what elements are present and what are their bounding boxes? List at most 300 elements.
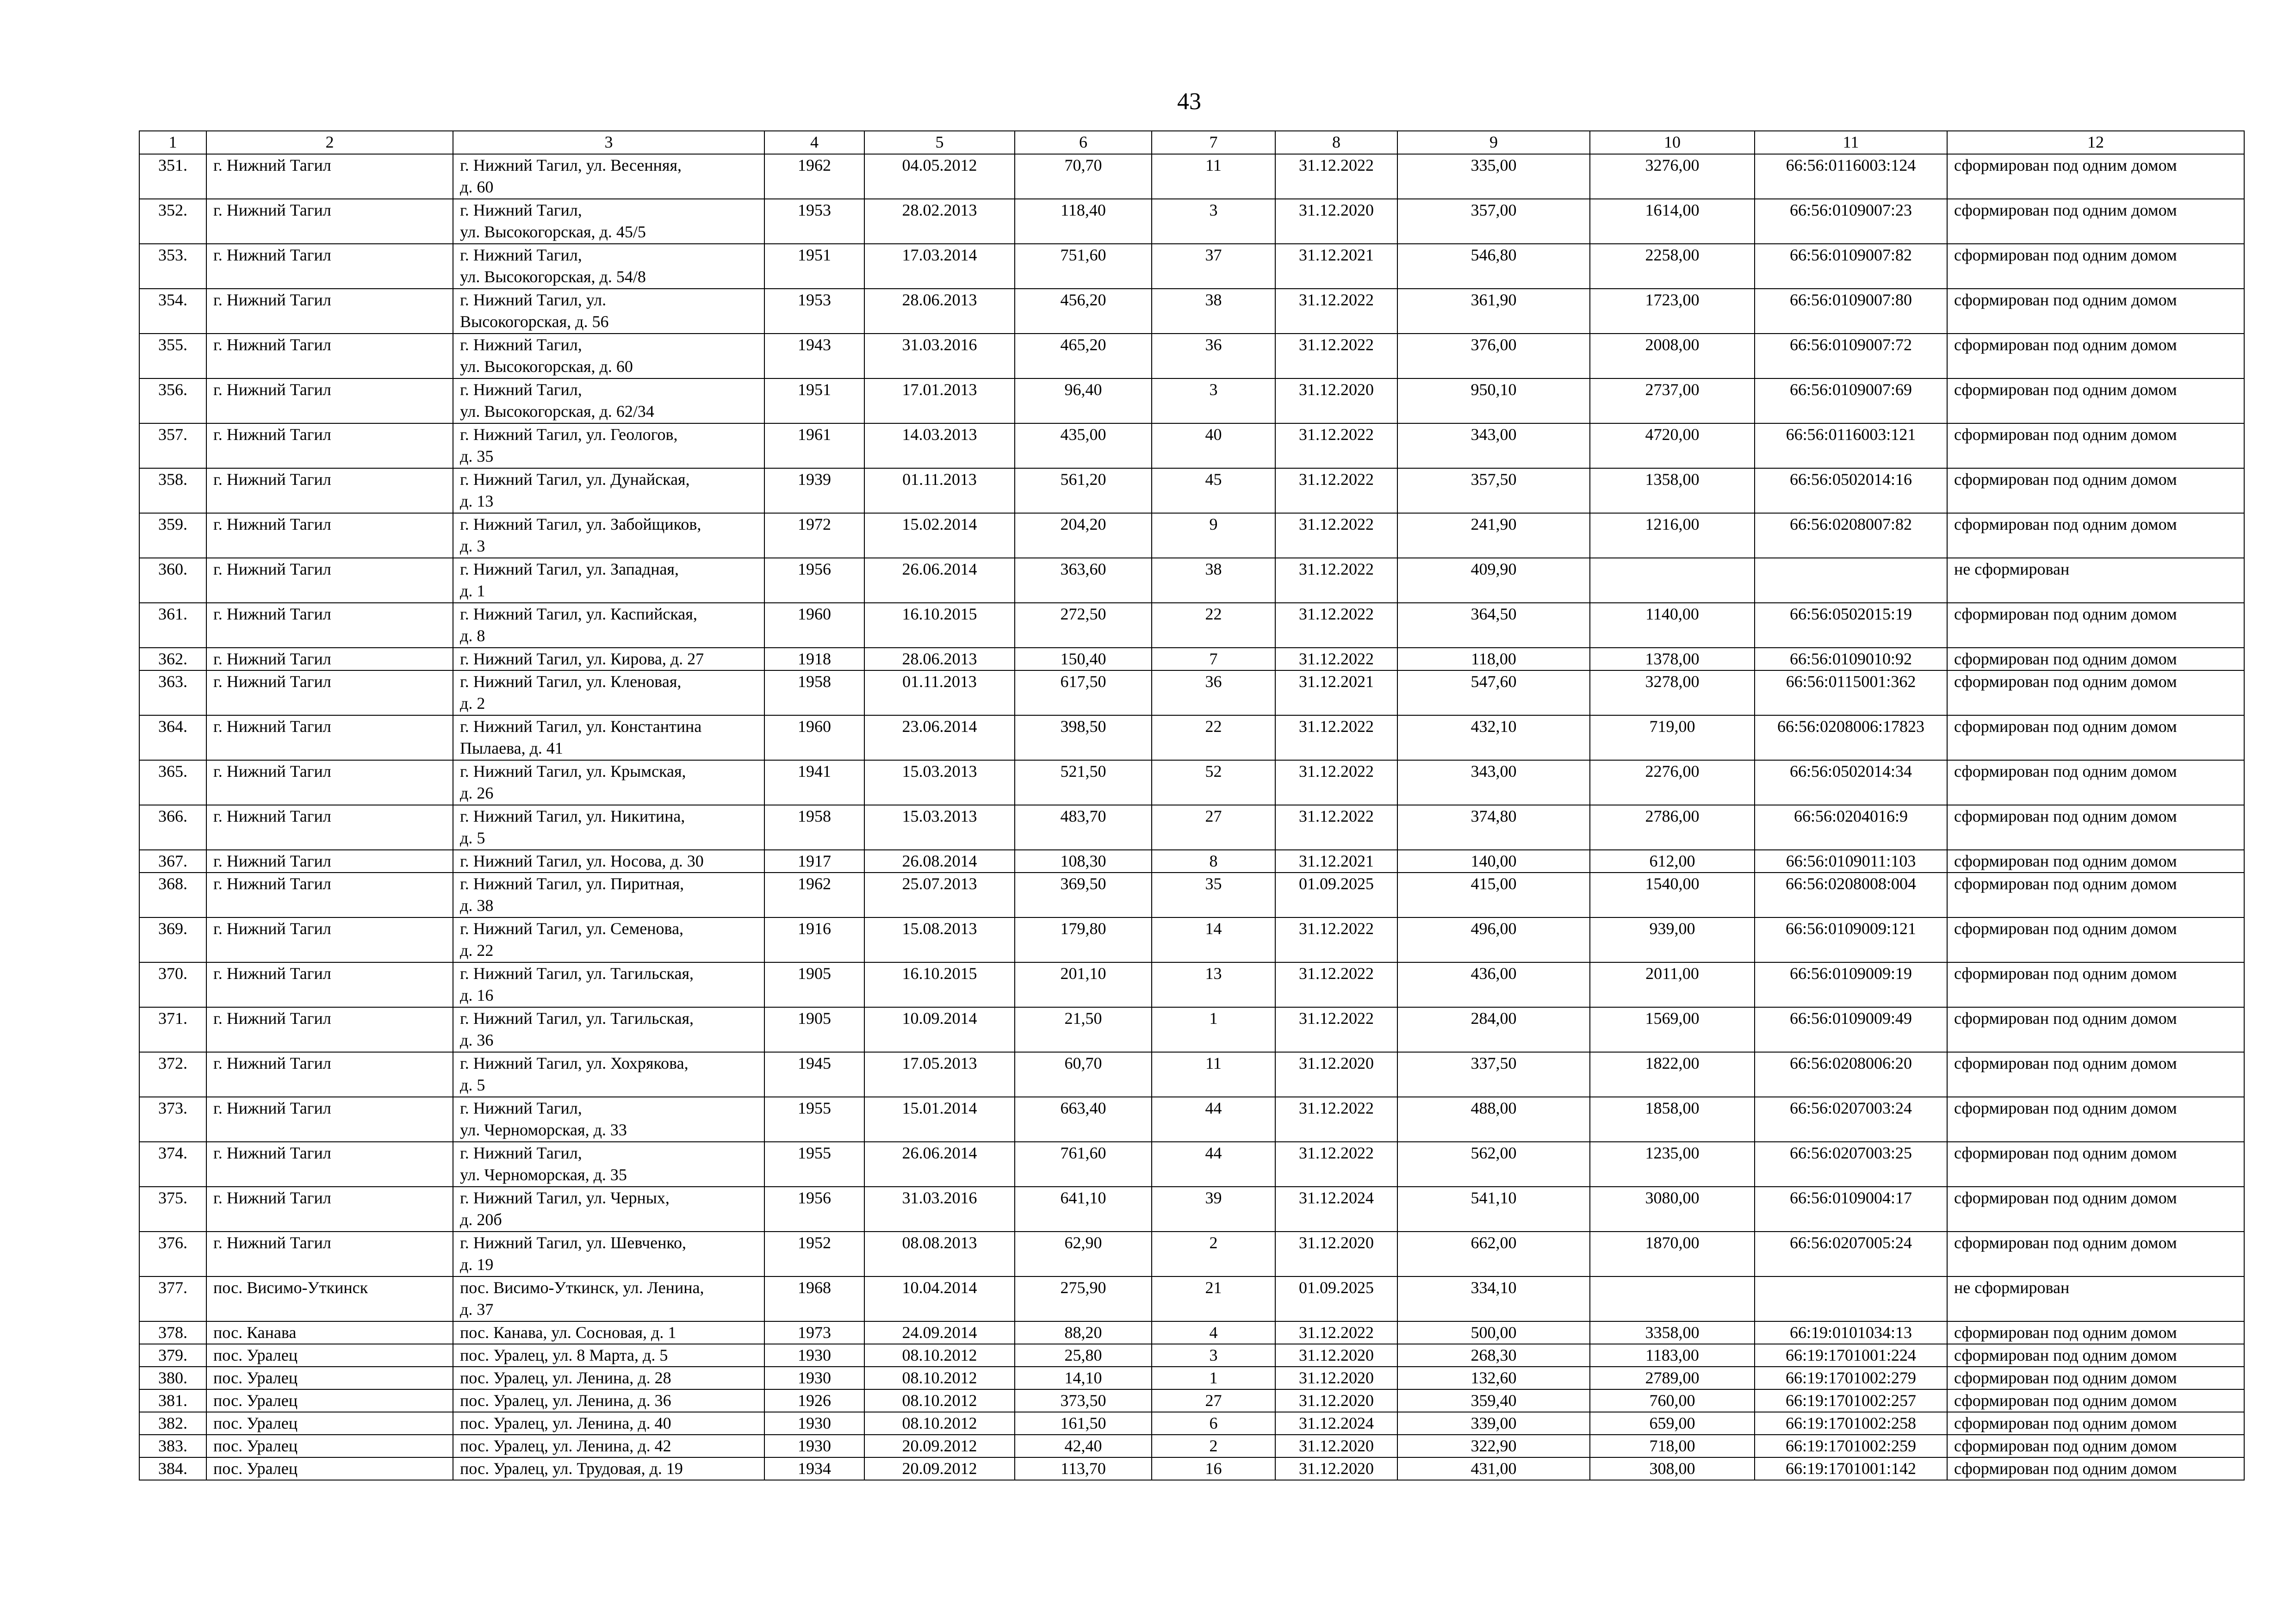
count-cell: 3 — [1152, 1344, 1275, 1367]
row-number-cell: 370. — [139, 962, 206, 1007]
cadastral-number-cell: 66:56:0109007:80 — [1755, 289, 1947, 334]
value-cell: 140,00 — [1397, 850, 1590, 873]
row-number-cell: 369. — [139, 917, 206, 962]
row-number-cell: 358. — [139, 468, 206, 513]
deadline-cell: 31.12.2020 — [1275, 1435, 1397, 1457]
cadastral-number-cell — [1755, 558, 1947, 603]
address-cell: г. Нижний Тагил, ул. Черноморская, д. 35 — [453, 1142, 764, 1187]
area-cell: 275,90 — [1015, 1276, 1152, 1321]
year-cell: 1962 — [764, 873, 864, 917]
value-cell: 1569,00 — [1590, 1007, 1755, 1052]
value-cell: 357,50 — [1397, 468, 1590, 513]
locality-cell: г. Нижний Тагил — [206, 1142, 453, 1187]
year-cell: 1951 — [764, 244, 864, 289]
table-row — [139, 1412, 2244, 1435]
value-cell: 409,90 — [1397, 558, 1590, 603]
cadastral-number-cell: 66:56:0208006:20 — [1755, 1052, 1947, 1097]
deadline-cell: 31.12.2020 — [1275, 1457, 1397, 1480]
status-cell: сформирован под одним домом — [1947, 805, 2244, 850]
table-row — [139, 1097, 2244, 1142]
count-cell: 44 — [1152, 1097, 1275, 1142]
status-cell: сформирован под одним домом — [1947, 1457, 2244, 1480]
status-cell: сформирован под одним домом — [1947, 850, 2244, 873]
area-cell: 108,30 — [1015, 850, 1152, 873]
area-cell: 369,50 — [1015, 873, 1152, 917]
cadastral-number-cell: 66:56:0109007:82 — [1755, 244, 1947, 289]
address-cell: пос. Канава, ул. Сосновая, д. 1 — [453, 1321, 764, 1344]
date-cell: 14.03.2013 — [864, 423, 1015, 468]
cadastral-number-cell: 66:56:0109007:23 — [1755, 199, 1947, 244]
date-cell: 08.10.2012 — [864, 1344, 1015, 1367]
address-cell: пос. Уралец, ул. Ленина, д. 42 — [453, 1435, 764, 1457]
date-cell: 10.09.2014 — [864, 1007, 1015, 1052]
date-cell: 17.01.2013 — [864, 378, 1015, 423]
area-cell: 113,70 — [1015, 1457, 1152, 1480]
locality-cell: г. Нижний Тагил — [206, 1232, 453, 1276]
value-cell: 547,60 — [1397, 670, 1590, 715]
value-cell: 496,00 — [1397, 917, 1590, 962]
value-cell: 3080,00 — [1590, 1187, 1755, 1232]
status-cell: сформирован под одним домом — [1947, 1187, 2244, 1232]
area-cell: 201,10 — [1015, 962, 1152, 1007]
deadline-cell: 31.12.2024 — [1275, 1412, 1397, 1435]
table-row — [139, 1052, 2244, 1097]
value-cell: 1723,00 — [1590, 289, 1755, 334]
address-cell: пос. Уралец, ул. Ленина, д. 36 — [453, 1389, 764, 1412]
locality-cell: г. Нижний Тагил — [206, 1097, 453, 1142]
row-number-cell: 353. — [139, 244, 206, 289]
cadastral-number-cell: 66:19:1701002:258 — [1755, 1412, 1947, 1435]
locality-cell: г. Нижний Тагил — [206, 1187, 453, 1232]
area-cell: 373,50 — [1015, 1389, 1152, 1412]
column-header: 11 — [1755, 131, 1947, 154]
status-cell: сформирован под одним домом — [1947, 1344, 2244, 1367]
housing-registry-table — [139, 130, 2245, 1481]
deadline-cell: 31.12.2022 — [1275, 289, 1397, 334]
date-cell: 15.02.2014 — [864, 513, 1015, 558]
value-cell: 132,60 — [1397, 1367, 1590, 1389]
value-cell: 2789,00 — [1590, 1367, 1755, 1389]
date-cell: 01.11.2013 — [864, 670, 1015, 715]
cadastral-number-cell: 66:56:0208006:17823 — [1755, 715, 1947, 760]
value-cell: 546,80 — [1397, 244, 1590, 289]
address-cell: г. Нижний Тагил, ул. Высокогорская, д. 54/8 — [453, 244, 764, 289]
cadastral-number-cell: 66:56:0109007:69 — [1755, 378, 1947, 423]
column-header: 4 — [764, 131, 864, 154]
row-number-cell: 378. — [139, 1321, 206, 1344]
value-cell: 432,10 — [1397, 715, 1590, 760]
date-cell: 16.10.2015 — [864, 962, 1015, 1007]
area-cell: 161,50 — [1015, 1412, 1152, 1435]
count-cell: 11 — [1152, 154, 1275, 199]
table-row — [139, 334, 2244, 378]
address-cell: г. Нижний Тагил, ул. Хохрякова, д. 5 — [453, 1052, 764, 1097]
address-cell: г. Нижний Тагил, ул. Семенова, д. 22 — [453, 917, 764, 962]
value-cell: 335,00 — [1397, 154, 1590, 199]
table-row — [139, 423, 2244, 468]
value-cell: 612,00 — [1590, 850, 1755, 873]
deadline-cell: 31.12.2022 — [1275, 962, 1397, 1007]
cadastral-number-cell: 66:19:1701002:257 — [1755, 1389, 1947, 1412]
locality-cell: г. Нижний Тагил — [206, 850, 453, 873]
cadastral-number-cell: 66:56:0502014:34 — [1755, 760, 1947, 805]
locality-cell: г. Нижний Тагил — [206, 334, 453, 378]
cadastral-number-cell: 66:56:0208007:82 — [1755, 513, 1947, 558]
table-row — [139, 805, 2244, 850]
status-cell: сформирован под одним домом — [1947, 1389, 2244, 1412]
cadastral-number-cell: 66:19:0101034:13 — [1755, 1321, 1947, 1344]
table-row — [139, 1457, 2244, 1480]
address-cell: пос. Уралец, ул. 8 Марта, д. 5 — [453, 1344, 764, 1367]
row-number-cell: 363. — [139, 670, 206, 715]
row-number-cell: 361. — [139, 603, 206, 648]
status-cell: сформирован под одним домом — [1947, 648, 2244, 670]
status-cell: сформирован под одним домом — [1947, 513, 2244, 558]
address-cell: г. Нижний Тагил, ул. Тагильская, д. 16 — [453, 962, 764, 1007]
status-cell: сформирован под одним домом — [1947, 1232, 2244, 1276]
value-cell: 415,00 — [1397, 873, 1590, 917]
area-cell: 561,20 — [1015, 468, 1152, 513]
year-cell: 1939 — [764, 468, 864, 513]
table-row — [139, 468, 2244, 513]
value-cell: 1870,00 — [1590, 1232, 1755, 1276]
row-number-cell: 375. — [139, 1187, 206, 1232]
address-cell: г. Нижний Тагил, ул. Высокогорская, д. 62/34 — [453, 378, 764, 423]
status-cell: сформирован под одним домом — [1947, 1007, 2244, 1052]
count-cell: 2 — [1152, 1232, 1275, 1276]
address-cell: г. Нижний Тагил, ул. Тагильская, д. 36 — [453, 1007, 764, 1052]
value-cell: 343,00 — [1397, 423, 1590, 468]
locality-cell: пос. Уралец — [206, 1367, 453, 1389]
area-cell: 398,50 — [1015, 715, 1152, 760]
year-cell: 1918 — [764, 648, 864, 670]
count-cell: 3 — [1152, 199, 1275, 244]
value-cell: 268,30 — [1397, 1344, 1590, 1367]
column-header: 12 — [1947, 131, 2244, 154]
row-number-cell: 382. — [139, 1412, 206, 1435]
table-row — [139, 289, 2244, 334]
date-cell: 15.08.2013 — [864, 917, 1015, 962]
count-cell: 38 — [1152, 558, 1275, 603]
locality-cell: г. Нижний Тагил — [206, 648, 453, 670]
table-row — [139, 1344, 2244, 1367]
status-cell: сформирован под одним домом — [1947, 199, 2244, 244]
value-cell: 2258,00 — [1590, 244, 1755, 289]
locality-cell: г. Нижний Тагил — [206, 670, 453, 715]
date-cell: 04.05.2012 — [864, 154, 1015, 199]
area-cell: 14,10 — [1015, 1367, 1152, 1389]
table-row — [139, 154, 2244, 199]
count-cell: 2 — [1152, 1435, 1275, 1457]
year-cell: 1930 — [764, 1435, 864, 1457]
table-row — [139, 715, 2244, 760]
area-cell: 25,80 — [1015, 1344, 1152, 1367]
row-number-cell: 374. — [139, 1142, 206, 1187]
value-cell: 1140,00 — [1590, 603, 1755, 648]
count-cell: 9 — [1152, 513, 1275, 558]
locality-cell: г. Нижний Тагил — [206, 423, 453, 468]
year-cell: 1960 — [764, 715, 864, 760]
table-row — [139, 1187, 2244, 1232]
deadline-cell: 31.12.2022 — [1275, 154, 1397, 199]
year-cell: 1953 — [764, 289, 864, 334]
area-cell: 521,50 — [1015, 760, 1152, 805]
status-cell: сформирован под одним домом — [1947, 1367, 2244, 1389]
row-number-cell: 364. — [139, 715, 206, 760]
value-cell: 361,90 — [1397, 289, 1590, 334]
locality-cell: г. Нижний Тагил — [206, 873, 453, 917]
area-cell: 96,40 — [1015, 378, 1152, 423]
cadastral-number-cell: 66:56:0207005:24 — [1755, 1232, 1947, 1276]
area-cell: 617,50 — [1015, 670, 1152, 715]
deadline-cell: 31.12.2022 — [1275, 558, 1397, 603]
value-cell: 662,00 — [1397, 1232, 1590, 1276]
row-number-cell: 362. — [139, 648, 206, 670]
value-cell: 1822,00 — [1590, 1052, 1755, 1097]
status-cell: сформирован под одним домом — [1947, 1435, 2244, 1457]
year-cell: 1955 — [764, 1097, 864, 1142]
cadastral-number-cell: 66:56:0109011:103 — [1755, 850, 1947, 873]
count-cell: 16 — [1152, 1457, 1275, 1480]
deadline-cell: 31.12.2022 — [1275, 715, 1397, 760]
value-cell: 436,00 — [1397, 962, 1590, 1007]
cadastral-number-cell: 66:56:0109010:92 — [1755, 648, 1947, 670]
status-cell: сформирован под одним домом — [1947, 760, 2244, 805]
year-cell: 1917 — [764, 850, 864, 873]
address-cell: г. Нижний Тагил, ул. Крымская, д. 26 — [453, 760, 764, 805]
value-cell: 488,00 — [1397, 1097, 1590, 1142]
row-number-cell: 357. — [139, 423, 206, 468]
row-number-cell: 360. — [139, 558, 206, 603]
locality-cell: пос. Канава — [206, 1321, 453, 1344]
year-cell: 1958 — [764, 670, 864, 715]
row-number-cell: 377. — [139, 1276, 206, 1321]
deadline-cell: 01.09.2025 — [1275, 1276, 1397, 1321]
year-cell: 1968 — [764, 1276, 864, 1321]
value-cell: 3276,00 — [1590, 154, 1755, 199]
year-cell: 1955 — [764, 1142, 864, 1187]
address-cell: г. Нижний Тагил, ул. Кленовая, д. 2 — [453, 670, 764, 715]
locality-cell: г. Нижний Тагил — [206, 199, 453, 244]
table-row — [139, 962, 2244, 1007]
year-cell: 1905 — [764, 1007, 864, 1052]
year-cell: 1951 — [764, 378, 864, 423]
count-cell: 44 — [1152, 1142, 1275, 1187]
count-cell: 22 — [1152, 715, 1275, 760]
area-cell: 62,90 — [1015, 1232, 1152, 1276]
value-cell: 357,00 — [1397, 199, 1590, 244]
column-header: 10 — [1590, 131, 1755, 154]
locality-cell: пос. Уралец — [206, 1412, 453, 1435]
cadastral-number-cell: 66:56:0115001:362 — [1755, 670, 1947, 715]
date-cell: 24.09.2014 — [864, 1321, 1015, 1344]
date-cell: 28.06.2013 — [864, 289, 1015, 334]
deadline-cell: 31.12.2022 — [1275, 648, 1397, 670]
column-header: 9 — [1397, 131, 1590, 154]
status-cell: сформирован под одним домом — [1947, 1052, 2244, 1097]
year-cell: 1916 — [764, 917, 864, 962]
table-row — [139, 1276, 2244, 1321]
status-cell: сформирован под одним домом — [1947, 154, 2244, 199]
status-cell: сформирован под одним домом — [1947, 603, 2244, 648]
cadastral-number-cell: 66:56:0208008:004 — [1755, 873, 1947, 917]
date-cell: 31.03.2016 — [864, 334, 1015, 378]
value-cell: 1216,00 — [1590, 513, 1755, 558]
table-row — [139, 1007, 2244, 1052]
locality-cell: пос. Уралец — [206, 1435, 453, 1457]
address-cell: г. Нижний Тагил, ул. Константина Пылаева, д. 41 — [453, 715, 764, 760]
value-cell: 334,10 — [1397, 1276, 1590, 1321]
status-cell: сформирован под одним домом — [1947, 244, 2244, 289]
value-cell: 1378,00 — [1590, 648, 1755, 670]
value-cell: 1183,00 — [1590, 1344, 1755, 1367]
deadline-cell: 01.09.2025 — [1275, 873, 1397, 917]
cadastral-number-cell: 66:56:0109009:49 — [1755, 1007, 1947, 1052]
locality-cell: г. Нижний Тагил — [206, 378, 453, 423]
deadline-cell: 31.12.2022 — [1275, 1097, 1397, 1142]
year-cell: 1945 — [764, 1052, 864, 1097]
value-cell: 374,80 — [1397, 805, 1590, 850]
area-cell: 88,20 — [1015, 1321, 1152, 1344]
locality-cell: г. Нижний Тагил — [206, 760, 453, 805]
status-cell: не сформирован — [1947, 1276, 2244, 1321]
address-cell: г. Нижний Тагил, ул. Каспийская, д. 8 — [453, 603, 764, 648]
area-cell: 465,20 — [1015, 334, 1152, 378]
year-cell: 1960 — [764, 603, 864, 648]
table-row — [139, 1367, 2244, 1389]
year-cell: 1958 — [764, 805, 864, 850]
cadastral-number-cell: 66:56:0116003:124 — [1755, 154, 1947, 199]
status-cell: сформирован под одним домом — [1947, 378, 2244, 423]
deadline-cell: 31.12.2022 — [1275, 1007, 1397, 1052]
locality-cell: г. Нижний Тагил — [206, 468, 453, 513]
value-cell: 322,90 — [1397, 1435, 1590, 1457]
year-cell: 1972 — [764, 513, 864, 558]
locality-cell: пос. Уралец — [206, 1457, 453, 1480]
value-cell: 376,00 — [1397, 334, 1590, 378]
cadastral-number-cell: 66:19:1701001:224 — [1755, 1344, 1947, 1367]
date-cell: 20.09.2012 — [864, 1435, 1015, 1457]
deadline-cell: 31.12.2020 — [1275, 199, 1397, 244]
table-row — [139, 244, 2244, 289]
deadline-cell: 31.12.2022 — [1275, 603, 1397, 648]
locality-cell: г. Нижний Тагил — [206, 244, 453, 289]
count-cell: 1 — [1152, 1007, 1275, 1052]
count-cell: 3 — [1152, 378, 1275, 423]
year-cell: 1956 — [764, 1187, 864, 1232]
date-cell: 26.08.2014 — [864, 850, 1015, 873]
deadline-cell: 31.12.2024 — [1275, 1187, 1397, 1232]
row-number-cell: 383. — [139, 1435, 206, 1457]
row-number-cell: 365. — [139, 760, 206, 805]
row-number-cell: 366. — [139, 805, 206, 850]
status-cell: сформирован под одним домом — [1947, 962, 2244, 1007]
table-row — [139, 760, 2244, 805]
value-cell: 118,00 — [1397, 648, 1590, 670]
address-cell: г. Нижний Тагил, ул. Носова, д. 30 — [453, 850, 764, 873]
value-cell: 1858,00 — [1590, 1097, 1755, 1142]
date-cell: 31.03.2016 — [864, 1187, 1015, 1232]
area-cell: 272,50 — [1015, 603, 1152, 648]
area-cell: 456,20 — [1015, 289, 1152, 334]
table-row — [139, 850, 2244, 873]
deadline-cell: 31.12.2022 — [1275, 334, 1397, 378]
address-cell: г. Нижний Тагил, ул. Забойщиков, д. 3 — [453, 513, 764, 558]
value-cell: 1235,00 — [1590, 1142, 1755, 1187]
row-number-cell: 359. — [139, 513, 206, 558]
address-cell: пос. Уралец, ул. Трудовая, д. 19 — [453, 1457, 764, 1480]
cadastral-number-cell: 66:56:0204016:9 — [1755, 805, 1947, 850]
count-cell: 6 — [1152, 1412, 1275, 1435]
date-cell: 25.07.2013 — [864, 873, 1015, 917]
year-cell: 1905 — [764, 962, 864, 1007]
value-cell: 343,00 — [1397, 760, 1590, 805]
locality-cell: г. Нижний Тагил — [206, 715, 453, 760]
locality-cell: г. Нижний Тагил — [206, 1052, 453, 1097]
address-cell: пос. Висимо-Уткинск, ул. Ленина, д. 37 — [453, 1276, 764, 1321]
table-row — [139, 378, 2244, 423]
table-row — [139, 1142, 2244, 1187]
address-cell: г. Нижний Тагил, ул. Высокогорская, д. 45/5 — [453, 199, 764, 244]
locality-cell: г. Нижний Тагил — [206, 805, 453, 850]
status-cell: сформирован под одним домом — [1947, 670, 2244, 715]
locality-cell: пос. Уралец — [206, 1344, 453, 1367]
deadline-cell: 31.12.2022 — [1275, 917, 1397, 962]
date-cell: 26.06.2014 — [864, 558, 1015, 603]
value-cell: 719,00 — [1590, 715, 1755, 760]
area-cell: 761,60 — [1015, 1142, 1152, 1187]
area-cell: 663,40 — [1015, 1097, 1152, 1142]
year-cell: 1941 — [764, 760, 864, 805]
address-cell: г. Нижний Тагил, ул. Высокогорская, д. 60 — [453, 334, 764, 378]
value-cell: 3358,00 — [1590, 1321, 1755, 1344]
deadline-cell: 31.12.2020 — [1275, 378, 1397, 423]
status-cell: сформирован под одним домом — [1947, 468, 2244, 513]
year-cell: 1930 — [764, 1344, 864, 1367]
deadline-cell: 31.12.2022 — [1275, 760, 1397, 805]
count-cell: 7 — [1152, 648, 1275, 670]
value-cell: 2276,00 — [1590, 760, 1755, 805]
value-cell: 2011,00 — [1590, 962, 1755, 1007]
date-cell: 17.03.2014 — [864, 244, 1015, 289]
status-cell: сформирован под одним домом — [1947, 1142, 2244, 1187]
area-cell: 641,10 — [1015, 1187, 1152, 1232]
value-cell: 939,00 — [1590, 917, 1755, 962]
value-cell: 241,90 — [1397, 513, 1590, 558]
address-cell: г. Нижний Тагил, ул. Западная, д. 1 — [453, 558, 764, 603]
deadline-cell: 31.12.2021 — [1275, 670, 1397, 715]
deadline-cell: 31.12.2022 — [1275, 1321, 1397, 1344]
locality-cell: пос. Висимо-Уткинск — [206, 1276, 453, 1321]
cadastral-number-cell: 66:56:0502014:16 — [1755, 468, 1947, 513]
status-cell: сформирован под одним домом — [1947, 289, 2244, 334]
row-number-cell: 352. — [139, 199, 206, 244]
count-cell: 21 — [1152, 1276, 1275, 1321]
status-cell: сформирован под одним домом — [1947, 917, 2244, 962]
value-cell: 359,40 — [1397, 1389, 1590, 1412]
table-row — [139, 603, 2244, 648]
address-cell: г. Нижний Тагил, ул. Шевченко, д. 19 — [453, 1232, 764, 1276]
column-header: 2 — [206, 131, 453, 154]
cadastral-number-cell — [1755, 1276, 1947, 1321]
area-cell: 435,00 — [1015, 423, 1152, 468]
locality-cell: г. Нижний Тагил — [206, 603, 453, 648]
year-cell: 1943 — [764, 334, 864, 378]
value-cell: 760,00 — [1590, 1389, 1755, 1412]
address-cell: г. Нижний Тагил, ул. Дунайская, д. 13 — [453, 468, 764, 513]
column-header: 1 — [139, 131, 206, 154]
year-cell: 1973 — [764, 1321, 864, 1344]
